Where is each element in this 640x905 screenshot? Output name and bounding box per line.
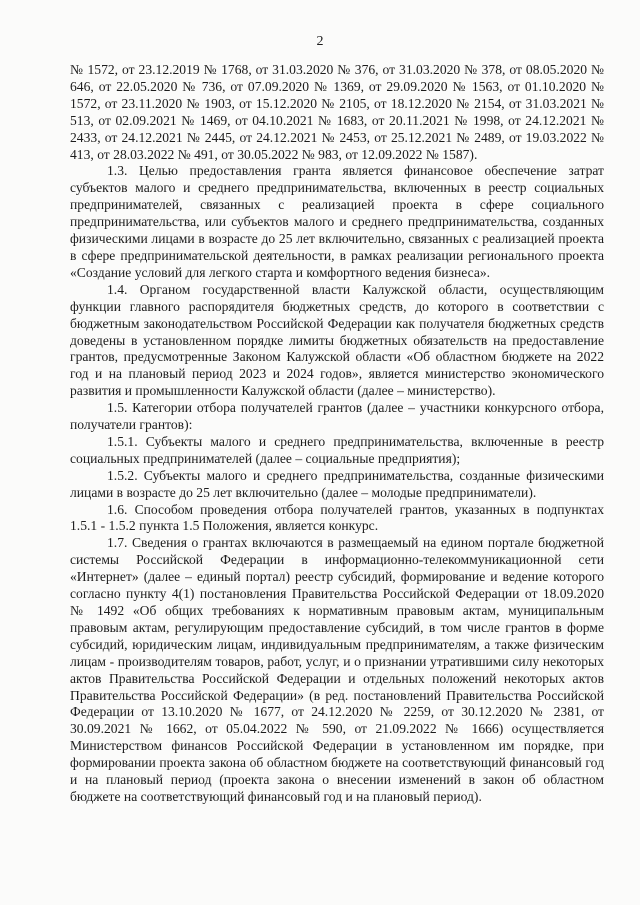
paragraph-1-6: 1.6. Способом проведения отбора получателей грантов, указанных в подпунктах 1.5.1 - 1.5.2 пункта 1.5 Положения, является конкурс.	[70, 501, 604, 534]
paragraph-1-5: 1.5. Категории отбора получателей грантов (далее – участники конкурсного отбора, получатели грантов):	[70, 400, 604, 433]
paragraph-1-5-1: 1.5.1. Субъекты малого и среднего предпринимательства, включенные в реестр социальных предпринимателей (далее – социальные предприятия);	[70, 433, 604, 466]
paragraph-1-4: 1.4. Органом государственной власти Калужской области, осуществляющим функции главного распорядителя бюджетных средств, до которого в соответствии с бюджетным законодательством Российской Федерации как получателя бюджетных средств доведены в установленном порядке лимиты бюджетных обязательств на предоставление грантов, предусмотренные Законом Калужской области «Об областном бюджете на 2022 год и на плановый период 2023 и 2024 годов», является министерство экономического развития и промышленности Калужской области (далее – министерство).	[70, 281, 604, 399]
paragraph-1-5-2: 1.5.2. Субъекты малого и среднего предпринимательства, созданные физическими лицами в возрасте до 25 лет включительно (далее – молодые предприниматели).	[70, 467, 604, 500]
document-body	[70, 62, 604, 806]
paragraph-1-7: 1.7. Сведения о грантах включаются в размещаемый на едином портале бюджетной системы Российской Федерации в информационно-телекоммуникационной сети «Интернет» (далее – единый портал) реестр субсидий, формирование и ведение которого согласно пункту 4(1) постановления Правительства Российской Федерации от 18.09.2020 № 1492 «Об общих требованиях к нормативным правовым актам, муниципальным правовым актам, регулирующим предоставление субсидий, в том числе грантов в форме субсидий, юридическим лицам, индивидуальным предпринимателям, а также физическим лицам - производителям товаров, работ, услуг, и о признании утратившими силу некоторых актов Правительства Российской Федерации и отдельных положений некоторых актов Правительства Российской Федерации» (в ред. постановлений Правительства Российской Федерации от 13.10.2020 № 1677, от 24.12.2020 № 2259, от 30.12.2020 № 2381, от 30.09.2021 № 1662, от 05.04.2022 № 590, от 21.09.2022 № 1666) осуществляется Министерством финансов Российской Федерации в установленном им порядке, при формировании проекта закона об областном бюджете на соответствующий финансовый год и на плановый период (проекта закона о внесении изменений в закон об областном бюджете на соответствующий финансовый год и на плановый период).	[70, 535, 604, 804]
paragraph-continuation: № 1572, от 23.12.2019 № 1768, от 31.03.2020 № 376, от 31.03.2020 № 378, от 08.05.2020 № 646, от 22.05.2020 № 736, от 07.09.2020 № 1369, от 29.09.2020 № 1563, от 01.10.2020 № 1572, от 23.11.2020 № 1903, от 15.12.2020 № 2105, от 18.12.2020 № 2154, от 31.03.2021 № 513, от 02.09.2021 № 1469, от 04.10.2021 № 1683, от 20.11.2021 № 1998, от 24.12.2021 № 2433, от 24.12.2021 № 2445, от 24.12.2021 № 2453, от 25.12.2021 № 2489, от 19.03.2022 № 413, от 28.03.2022 № 491, от 30.05.2022 № 983, от 12.09.2022 № 1587).	[70, 62, 604, 162]
paragraph-1-3: 1.3. Целью предоставления гранта является финансовое обеспечение затрат субъектов малого и среднего предпринимательства, включенных в реестр социальных предпринимателей, связанных с реализацией проекта в сфере социального предпринимательства, или субъектов малого и среднего предпринимательства, созданных физическими лицами в возрасте до 25 лет включительно, связанных с реализацией проекта в сфере предпринимательской деятельности, в рамках реализации регионального проекта «Создание условий для легкого старта и комфортного ведения бизнеса».	[70, 163, 604, 280]
page-number: 2	[316, 34, 324, 49]
